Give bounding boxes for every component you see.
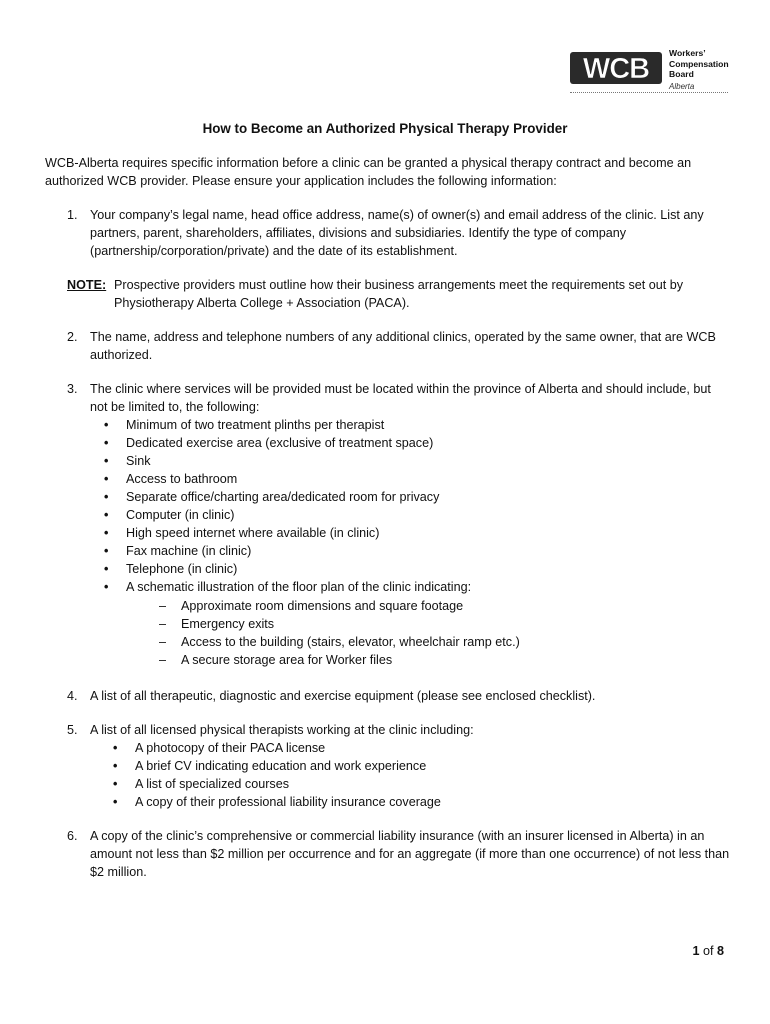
logo-divider [570,92,728,93]
bullet-icon: • [113,795,118,809]
dash-icon: – [159,653,167,667]
list-item: • Access to bathroom [104,472,238,486]
list-item: • Sink [104,454,151,468]
bullet-icon: • [104,454,109,468]
item-number: 3. [67,382,78,396]
intro-paragraph: WCB-Alberta requires specific information before a clinic can be granted a physical therapy contract and become an authorized WCB provider. Please ensure your application includes the following information: [45,156,692,188]
bullet-icon: • [113,741,118,755]
item-number: 2. [67,330,78,344]
wcb-logo-text [669,48,729,80]
item-number: 4. [67,689,78,703]
logo-region: Alberta [669,82,695,91]
list-item: • A photocopy of their PACA license [113,741,326,755]
page-title: How to Become an Authorized Physical Therapy Provider [202,121,568,136]
item-text: A list of all licensed physical therapists working at the clinic including: [90,723,474,737]
bullet-icon: • [104,436,109,450]
list-item: • A copy of their professional liability insurance coverage [113,795,441,809]
logo-line-1: Workers’ [669,48,706,58]
item-text: Your company’s legal name, head office address, name(s) of owner(s) and email address of the clinic. List any partners, parent, shareholders, affiliates, divisions and subsidiaries. Identify the type of company (partnership/corporation/private) and the date of its establishment. [90,208,704,258]
list-item: • Minimum of two treatment plinths per therapist [104,418,385,432]
bullet-icon: • [104,490,109,504]
wcb-logo-mark [570,52,662,84]
item-number: 6. [67,829,78,843]
wcb-logo-letters: WCB [582,53,650,84]
bullet-icon: • [104,580,109,594]
list-item: – Access to the building (stairs, elevator, wheelchair ramp etc.) [159,635,520,649]
clinic-requirements-list [90,416,710,596]
item-number: 1. [67,208,78,222]
logo-line-2: Compensation [669,58,729,69]
item-text: A copy of the clinic’s comprehensive or commercial liability insurance (with an insurer licensed in Alberta) in an amount not less than $2 million per occurrence and for an aggregate (if more than one occurrence) of not less than $2 million. [90,829,730,879]
bullet-icon: • [113,777,118,791]
item-text: A list of all therapeutic, diagnostic and exercise equipment (please see enclosed checklist). [90,689,596,703]
dash-icon: – [159,635,167,649]
note-text: Prospective providers must outline how their business arrangements meet the requirements set out by Physiotherapy Alberta College + Association (PACA). [114,278,684,310]
note-label: NOTE: [67,278,107,292]
list-item: – Approximate room dimensions and square footage [159,599,464,613]
bullet-icon: • [104,418,109,432]
list-item: • A list of specialized courses [113,777,289,791]
list-item: • Telephone (in clinic) [104,562,238,576]
list-item: • Separate office/charting area/dedicated room for privacy [104,490,440,504]
total-pages: 8 [716,944,724,958]
bullet-icon: • [104,544,109,558]
list-item: • High speed internet where available (in clinic) [104,526,380,540]
bullet-icon: • [113,759,118,773]
list-item: • A schematic illustration of the floor plan of the clinic indicating: [104,580,472,594]
item-text: The clinic where services will be provided must be located within the province of Alberta and should include, but not be limited to, the following: [90,382,711,414]
current-page: 1 [692,944,700,958]
list-item: • A brief CV indicating education and work experience [113,759,427,773]
list-item: – A secure storage area for Worker files [159,653,393,667]
list-item: – Emergency exits [159,617,275,631]
floorplan-list [145,597,705,669]
bullet-icon: • [104,562,109,576]
logo-line-3: Board [669,69,694,79]
list-item: • Computer (in clinic) [104,508,235,522]
bullet-icon: • [104,472,109,486]
list-item: • Dedicated exercise area (exclusive of treatment space) [104,436,434,450]
bullet-icon: • [104,526,109,540]
dash-icon: – [159,599,167,613]
bullet-icon: • [104,508,109,522]
wcb-logo [570,46,730,96]
dash-icon: – [159,617,167,631]
page-sep: of [702,944,714,958]
list-item: • Fax machine (in clinic) [104,544,252,558]
therapist-requirements-list [99,739,699,811]
item-text: The name, address and telephone numbers of any additional clinics, operated by the same owner, that are WCB authorized. [90,330,716,362]
page-indicator [692,942,724,960]
item-number: 5. [67,723,78,737]
